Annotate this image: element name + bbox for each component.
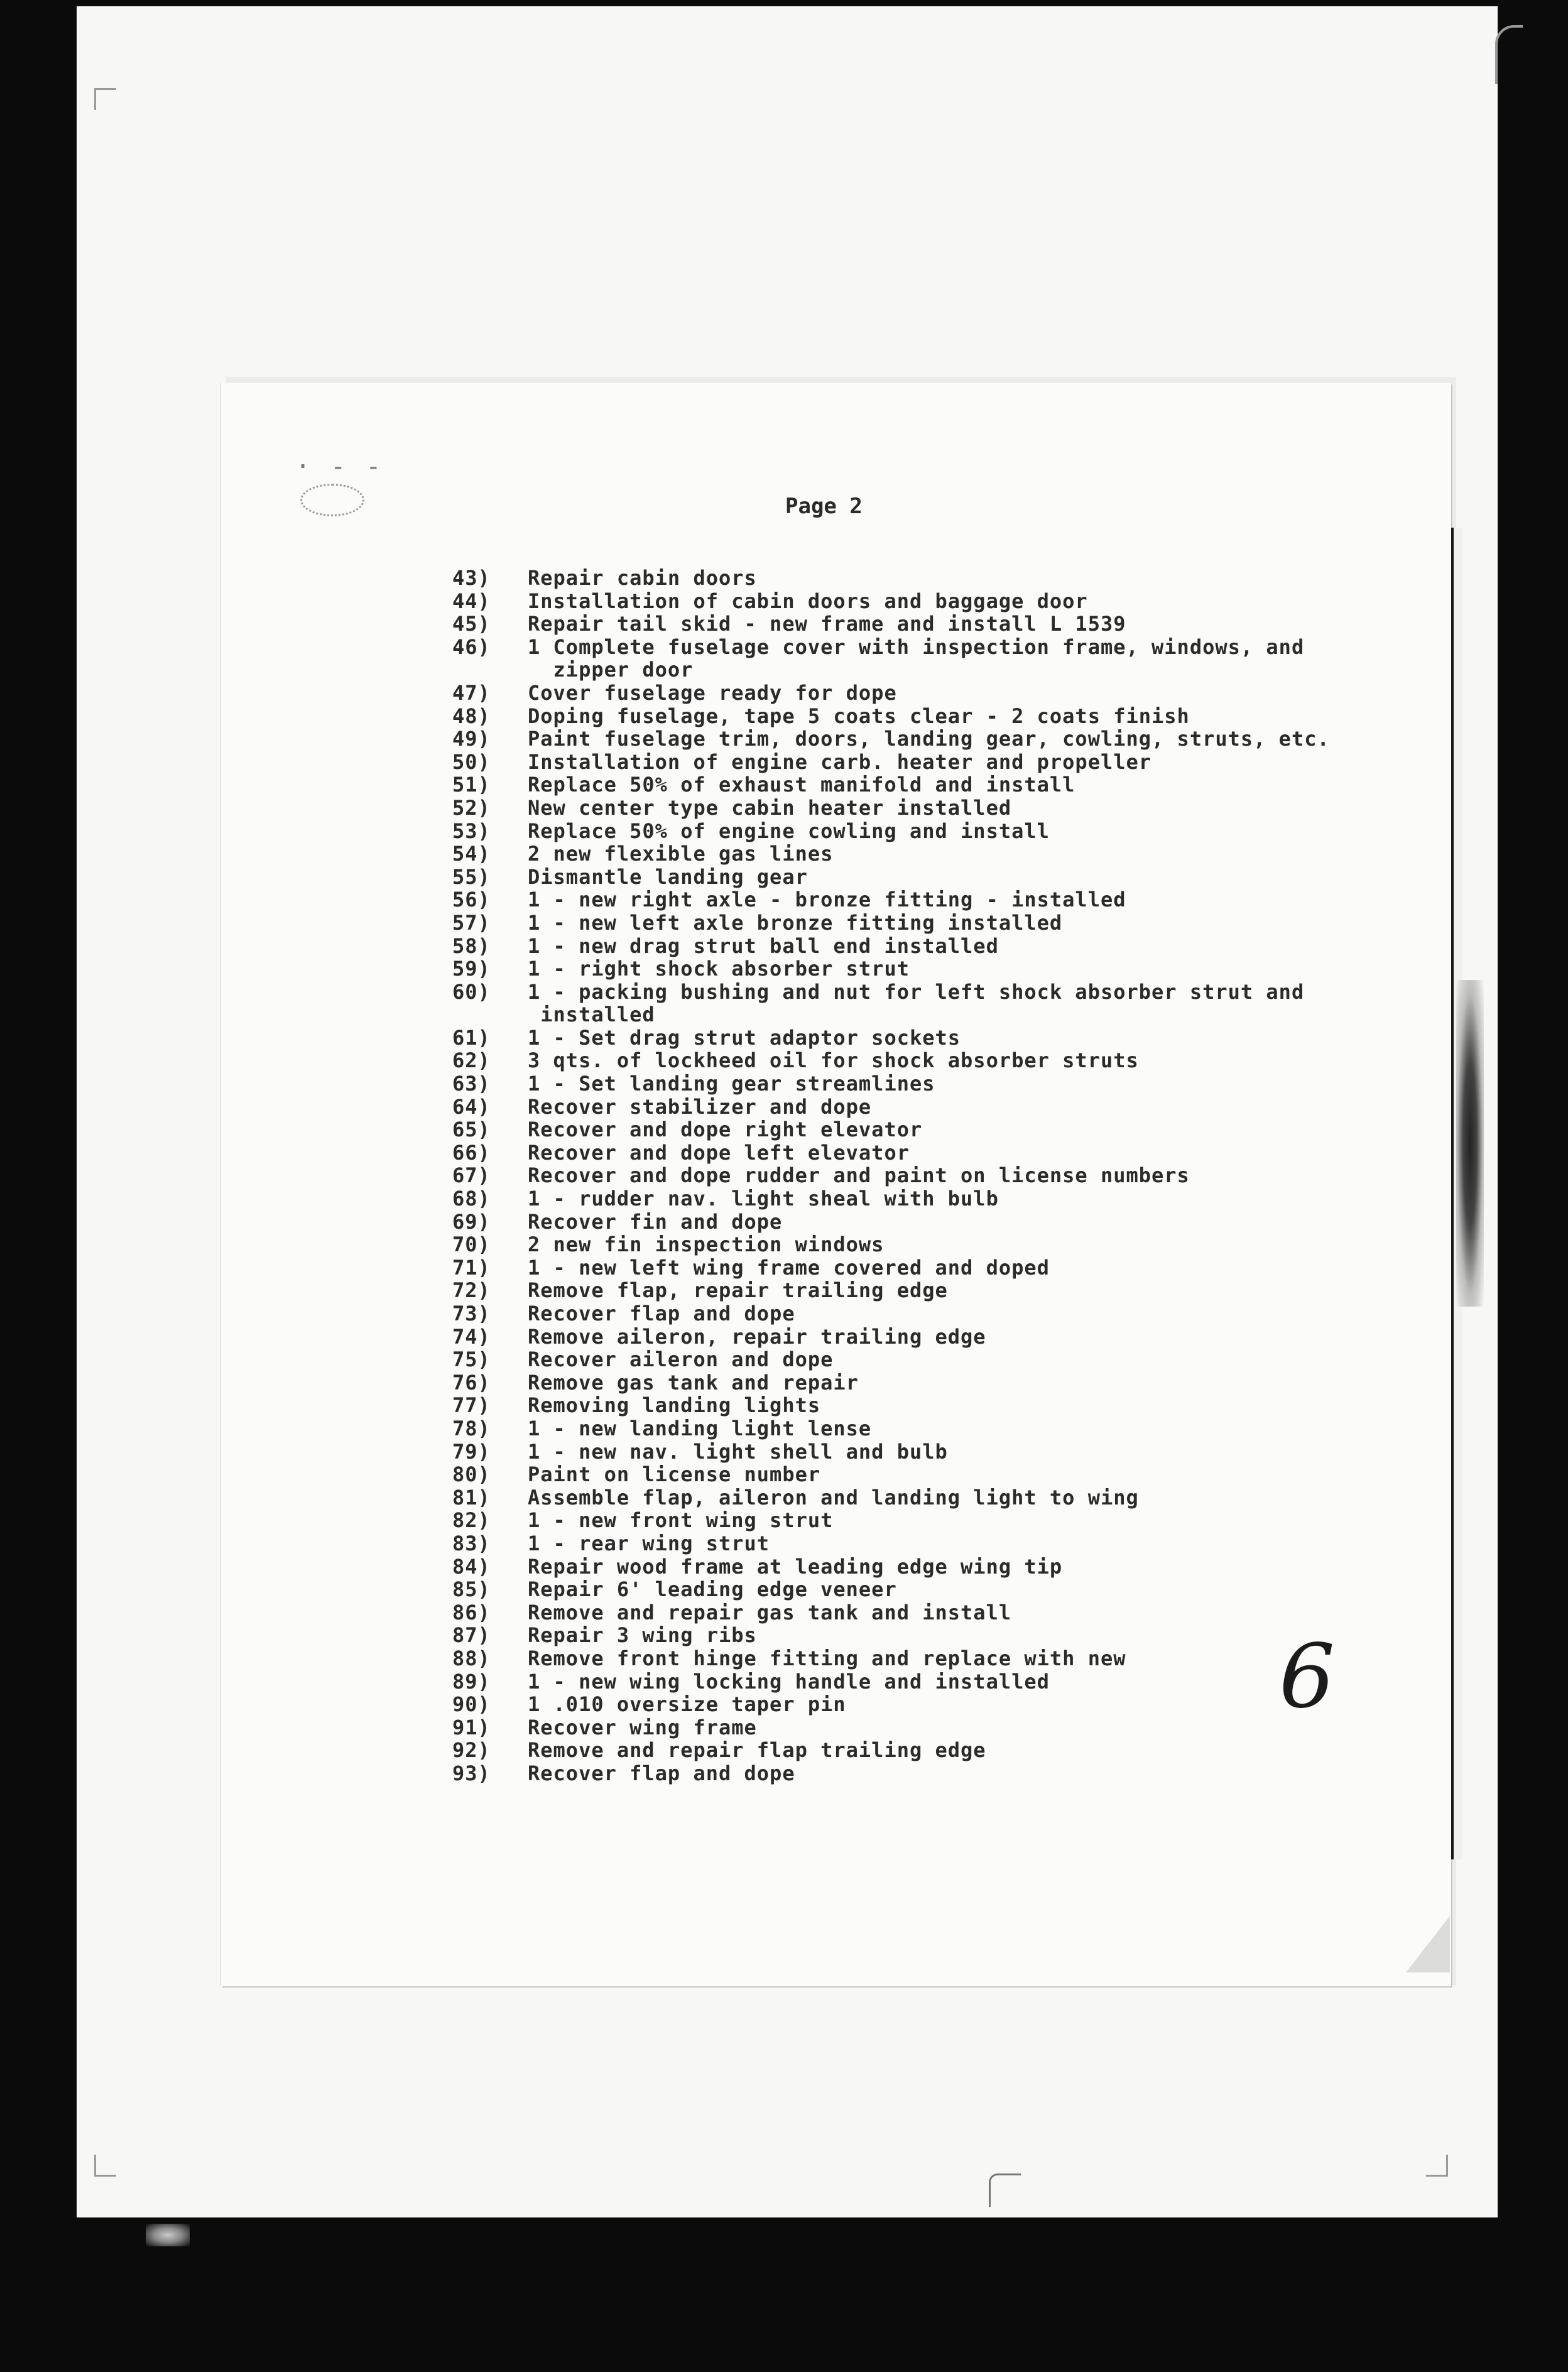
item-text: 1 - new front wing strut <box>528 1508 834 1533</box>
repair-items-list <box>452 567 1330 1785</box>
item-number: 52) <box>452 795 491 820</box>
item-text: 2 new flexible gas lines <box>528 842 834 866</box>
item-number: 90) <box>452 1692 491 1717</box>
item-number: 72) <box>452 1278 491 1303</box>
list-item <box>452 1555 1330 1579</box>
list-item <box>452 1762 1330 1785</box>
item-number: 71) <box>452 1255 491 1280</box>
item-number: 44) <box>452 589 491 613</box>
item-text: Remove aileron, repair trailing edge <box>528 1324 986 1349</box>
film-scratch <box>1495 25 1523 84</box>
list-item <box>452 1371 1330 1395</box>
item-number: 93) <box>452 1761 491 1785</box>
item-number: 86) <box>452 1600 491 1624</box>
item-text: Remove and repair gas tank and install <box>528 1600 1012 1624</box>
item-text: Remove and repair flap trailing edge <box>528 1738 986 1763</box>
list-item <box>452 1164 1330 1187</box>
list-item <box>452 1302 1330 1325</box>
item-text: Doping fuselage, tape 5 coats clear - 2 coats finish <box>528 704 1190 728</box>
item-text: Remove flap, repair trailing edge <box>528 1278 948 1303</box>
list-item <box>452 911 1330 935</box>
item-text: Repair cabin doors <box>528 566 757 590</box>
ink-smudge <box>1456 980 1484 1307</box>
list-item <box>452 773 1330 797</box>
item-number: 88) <box>452 1646 491 1670</box>
item-text: 3 qts. of lockheed oil for shock absorber struts <box>528 1048 1139 1073</box>
list-item <box>452 820 1330 843</box>
list-item <box>452 1141 1330 1165</box>
item-text: Removing landing lights <box>528 1393 821 1418</box>
list-item <box>452 1624 1330 1647</box>
item-text: Recover fin and dope <box>528 1209 783 1234</box>
item-number: 77) <box>452 1393 491 1418</box>
item-number: 76) <box>452 1370 491 1395</box>
list-item <box>452 682 1330 705</box>
item-text: 1 .010 oversize taper pin <box>528 1692 846 1717</box>
faint-circle-mark <box>300 484 364 516</box>
item-number: 75) <box>452 1347 491 1372</box>
item-number: 78) <box>452 1416 491 1440</box>
item-number: 82) <box>452 1508 491 1533</box>
item-text: Recover and dope right elevator <box>528 1118 923 1142</box>
list-item <box>452 981 1330 1026</box>
item-number: 69) <box>452 1209 491 1234</box>
list-item <box>452 1739 1330 1762</box>
item-text: Recover aileron and dope <box>528 1347 834 1372</box>
folded-corner <box>1406 1916 1450 1972</box>
bottom-pencil-mark <box>989 2173 1021 2207</box>
item-text: Recover stabilizer and dope <box>528 1094 872 1119</box>
list-item <box>452 705 1330 728</box>
item-number: 83) <box>452 1531 491 1555</box>
item-number: 48) <box>452 704 491 728</box>
list-item <box>452 1348 1330 1371</box>
item-number: 53) <box>452 819 491 843</box>
item-number: 50) <box>452 749 491 774</box>
list-item <box>452 1072 1330 1096</box>
item-number: 56) <box>452 888 491 912</box>
item-text: 1 - rear wing strut <box>528 1531 770 1555</box>
item-text: Repair 3 wing ribs <box>528 1623 757 1648</box>
item-text: Installation of engine carb. heater and propeller <box>528 749 1152 774</box>
item-number: 65) <box>452 1118 491 1142</box>
item-text: Dismantle landing gear <box>528 864 808 889</box>
item-number: 54) <box>452 842 491 866</box>
item-text: Recover flap and dope <box>528 1302 795 1325</box>
item-text: Repair wood frame at leading edge wing tip <box>528 1554 1063 1579</box>
list-item <box>452 567 1330 590</box>
item-text: Recover flap and dope <box>528 1761 795 1785</box>
item-text: Installation of cabin doors and baggage door <box>528 589 1088 613</box>
item-number: 92) <box>452 1738 491 1763</box>
list-item <box>452 1279 1330 1302</box>
item-text: Remove gas tank and repair <box>528 1370 859 1395</box>
list-item <box>452 1440 1330 1464</box>
list-item <box>452 1187 1330 1210</box>
item-text: Paint on license number <box>528 1462 821 1487</box>
list-item <box>452 1463 1330 1486</box>
item-number: 68) <box>452 1187 491 1211</box>
item-number: 89) <box>452 1669 491 1694</box>
item-number: 51) <box>452 773 491 797</box>
list-item <box>452 1049 1330 1072</box>
item-number: 74) <box>452 1324 491 1349</box>
item-text: Recover and dope rudder and paint on license numbers <box>528 1163 1190 1188</box>
item-text: Replace 50% of engine cowling and install <box>528 819 1050 843</box>
item-text: 1 - rudder nav. light sheal with bulb <box>528 1187 999 1211</box>
item-text: Recover wing frame <box>528 1715 757 1739</box>
item-number: 64) <box>452 1094 491 1119</box>
list-item <box>452 935 1330 958</box>
item-number: 84) <box>452 1554 491 1579</box>
item-number: 49) <box>452 727 491 751</box>
item-number: 46) <box>452 634 491 659</box>
item-text: 1 - Set drag strut adaptor sockets <box>528 1025 961 1050</box>
page-title: Page 2 <box>785 494 863 519</box>
item-number: 60) <box>452 979 491 1004</box>
film-speck <box>146 2224 190 2246</box>
item-text: 1 - new right axle - bronze fitting - installed <box>528 888 1126 912</box>
list-item <box>452 1532 1330 1555</box>
list-item <box>452 888 1330 911</box>
item-text: 2 new fin inspection windows <box>528 1232 885 1257</box>
list-item <box>452 957 1330 981</box>
item-number: 43) <box>452 566 491 590</box>
crop-mark-bottom-left <box>94 2155 116 2177</box>
list-item <box>452 797 1330 820</box>
list-item <box>452 751 1330 774</box>
faint-pencil-mark: · - - <box>295 452 384 481</box>
list-item <box>452 590 1330 613</box>
list-item <box>452 1647 1330 1670</box>
item-number: 91) <box>452 1715 491 1739</box>
list-item <box>452 1693 1330 1716</box>
list-item <box>452 1325 1330 1349</box>
list-item <box>452 1233 1330 1256</box>
item-number: 63) <box>452 1072 491 1096</box>
item-text: Replace 50% of exhaust manifold and install <box>528 773 1075 797</box>
item-text: Repair 6' leading edge veneer <box>528 1577 897 1602</box>
item-number: 47) <box>452 680 491 705</box>
item-number: 80) <box>452 1462 491 1487</box>
list-item <box>452 1601 1330 1624</box>
list-item <box>452 1118 1330 1141</box>
crop-mark-top-left <box>94 88 116 110</box>
item-number: 58) <box>452 933 491 958</box>
item-text: 1 - new wing locking handle and installed <box>528 1669 1050 1694</box>
item-number: 59) <box>452 957 491 981</box>
list-item <box>452 1210 1330 1234</box>
list-item <box>452 1670 1330 1694</box>
item-number: 73) <box>452 1302 491 1325</box>
item-text: New center type cabin heater installed <box>528 795 1012 820</box>
list-item <box>452 1394 1330 1417</box>
item-text: 1 - packing bushing and nut for left shock absorber strut and installed <box>528 979 1305 1027</box>
crop-mark-bottom-right <box>1426 2155 1448 2177</box>
item-number: 67) <box>452 1163 491 1188</box>
list-item <box>452 636 1330 682</box>
item-number: 62) <box>452 1048 491 1073</box>
item-number: 85) <box>452 1577 491 1602</box>
item-number: 70) <box>452 1232 491 1257</box>
list-item <box>452 1716 1330 1739</box>
item-text: Paint fuselage trim, doors, landing gear, cowling, struts, etc. <box>528 727 1330 751</box>
item-text: 1 - new left axle bronze fitting installed <box>528 910 1063 935</box>
list-item <box>452 727 1330 751</box>
list-item <box>452 612 1330 636</box>
item-number: 87) <box>452 1623 491 1648</box>
list-item <box>452 1486 1330 1510</box>
item-text: Assemble flap, aileron and landing light to wing <box>528 1485 1139 1510</box>
handwritten-page-number: 6 <box>1279 1626 1336 1728</box>
list-item <box>452 1026 1330 1050</box>
list-item <box>452 842 1330 866</box>
item-text: Cover fuselage ready for dope <box>528 680 897 705</box>
list-item <box>452 866 1330 889</box>
item-text: 1 - new left wing frame covered and doped <box>528 1255 1050 1280</box>
item-number: 61) <box>452 1025 491 1050</box>
list-item <box>452 1417 1330 1440</box>
item-text: Recover and dope left elevator <box>528 1140 910 1165</box>
item-number: 55) <box>452 864 491 889</box>
item-number: 81) <box>452 1485 491 1510</box>
item-text: 1 - new drag strut ball end installed <box>528 933 999 958</box>
item-text: 1 - new landing light lense <box>528 1416 872 1440</box>
item-number: 45) <box>452 612 491 636</box>
item-text: 1 - new nav. light shell and bulb <box>528 1439 948 1464</box>
list-item <box>452 1578 1330 1601</box>
item-text: 1 - right shock absorber strut <box>528 957 910 981</box>
item-text: Remove front hinge fitting and replace with new <box>528 1646 1126 1670</box>
item-text: 1 - Set landing gear streamlines <box>528 1072 935 1096</box>
item-number: 66) <box>452 1140 491 1165</box>
item-text: Repair tail skid - new frame and install L 1539 <box>528 612 1126 636</box>
item-number: 57) <box>452 910 491 935</box>
item-text: 1 Complete fuselage cover with inspection frame, windows, and zipper door <box>528 634 1305 682</box>
list-item <box>452 1509 1330 1532</box>
list-item <box>452 1256 1330 1280</box>
list-item <box>452 1096 1330 1119</box>
item-number: 79) <box>452 1439 491 1464</box>
